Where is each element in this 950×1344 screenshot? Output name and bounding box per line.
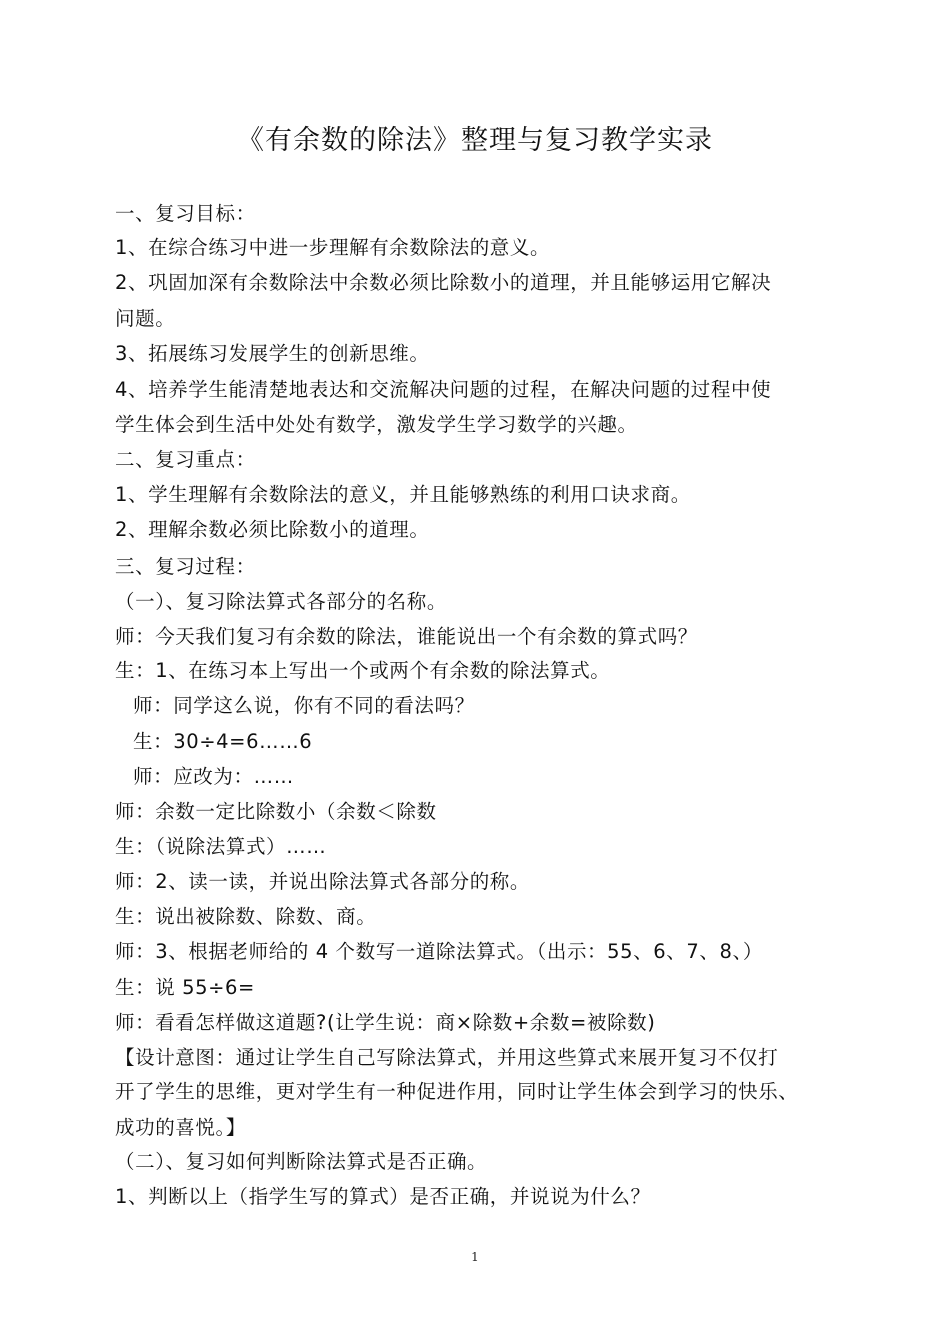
subsection-heading: （二）、复习如何判断除法算式是否正确。 <box>115 1150 488 1173</box>
section-heading-focus: 二、复习重点： <box>115 448 256 471</box>
design-intent-line: 【设计意图：通过让学生自己写除法算式，并用这些算式来展开复习不仅打 <box>115 1046 779 1069</box>
dialogue-line: 生：30÷4=6……6 <box>133 730 313 753</box>
dialogue-line: 师：余数一定比除数小（余数＜除数 <box>115 800 437 823</box>
subsection-heading: （一）、复习除法算式各部分的名称。 <box>115 590 447 613</box>
dialogue-line: 师：今天我们复习有余数的除法，谁能说出一个有余数的算式吗？ <box>115 625 698 648</box>
dialogue-line: 师：看看怎样做这道题?(让学生说：商×除数+余数=被除数) <box>115 1011 656 1034</box>
dialogue-line: 生：（说除法算式）…… <box>115 835 327 858</box>
paragraph-line: 1、学生理解有余数除法的意义，并且能够熟练的利用口诀求商。 <box>115 483 691 506</box>
dialogue-line: 师：同学这么说，你有不同的看法吗？ <box>133 694 475 717</box>
page-number: 1 <box>471 1250 479 1264</box>
paragraph-line: 学生体会到生活中处处有数学，激发学生学习数学的兴趣。 <box>115 413 638 436</box>
dialogue-line: 生：1、在练习本上写出一个或两个有余数的除法算式。 <box>115 659 611 682</box>
paragraph-line: 1、在综合练习中进一步理解有余数除法的意义。 <box>115 236 551 259</box>
document-title: 《有余数的除法》整理与复习教学实录 <box>237 125 713 156</box>
dialogue-line: 师：3、根据老师给的 4 个数写一道除法算式。（出示：55、6、7、8、） <box>115 940 763 963</box>
dialogue-line: 师：应改为：…… <box>133 765 294 788</box>
section-heading-process: 三、复习过程： <box>115 555 256 578</box>
dialogue-line: 生：说 55÷6= <box>115 976 255 999</box>
paragraph-line: 2、理解余数必须比除数小的道理。 <box>115 518 430 541</box>
paragraph-line: 3、拓展练习发展学生的创新思维。 <box>115 342 430 365</box>
paragraph-line: 问题。 <box>115 307 176 330</box>
paragraph-line: 1、判断以上（指学生写的算式）是否正确，并说说为什么？ <box>115 1185 651 1208</box>
design-intent-line: 成功的喜悦。】 <box>115 1116 246 1139</box>
paragraph-line: 2、巩固加深有余数除法中余数必须比除数小的道理，并且能够运用它解决 <box>115 271 772 294</box>
dialogue-line: 师：2、读一读，并说出除法算式各部分的称。 <box>115 870 531 893</box>
section-heading-goals: 一、复习目标： <box>115 202 256 225</box>
dialogue-line: 生：说出被除数、除数、商。 <box>115 905 377 928</box>
design-intent-line: 开了学生的思维，更对学生有一种促进作用，同时让学生体会到学习的快乐、 <box>115 1080 799 1103</box>
paragraph-line: 4、培养学生能清楚地表达和交流解决问题的过程，在解决问题的过程中使 <box>115 378 772 401</box>
